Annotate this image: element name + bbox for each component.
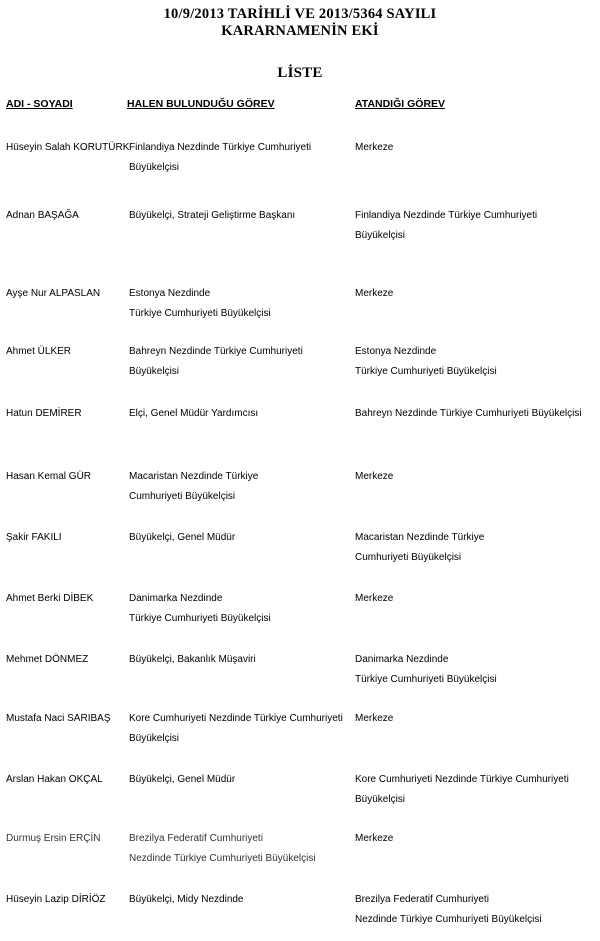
row-current-line: Danimarka Nezdinde: [129, 593, 223, 604]
row-assigned-post: [355, 467, 393, 487]
row-assigned-line: Danimarka Nezdinde: [355, 654, 449, 665]
row-assigned-post: [355, 589, 393, 609]
row-name: Arslan Hakan OKÇAL: [6, 774, 103, 785]
row-current-post: [129, 829, 316, 869]
row-assigned-line: Merkeze: [355, 142, 394, 153]
row-name: Hüseyin Salah KORUTÜRK: [6, 142, 130, 153]
row-assigned-line: Nezdinde Türkiye Cumhuriyeti Büyükelçisi: [355, 914, 542, 925]
row-assigned-post: [355, 890, 542, 930]
row-assigned-line: Estonya Nezdinde: [355, 346, 437, 357]
row-current-line: Brezilya Federatif Cumhuriyeti: [129, 833, 263, 844]
row-name: Ahmet ÜLKER: [6, 346, 72, 357]
row-current-post: [129, 650, 256, 670]
row-assigned-line: Merkeze: [355, 593, 394, 604]
row-assigned-post: [355, 404, 582, 424]
row-current-post: [129, 138, 311, 178]
row-assigned-line: Büyükelçisi: [355, 794, 406, 805]
row-assigned-post: [355, 342, 497, 382]
row-name: Adnan BAŞAĞA: [6, 210, 79, 221]
row-assigned-line: Büyükelçisi: [355, 230, 406, 241]
row-assigned-post: [355, 770, 569, 810]
row-current-line: Estonya Nezdinde: [129, 288, 211, 299]
row-current-line: Büyükelçisi: [129, 366, 180, 377]
row-name: Hatun DEMİRER: [6, 408, 82, 419]
decree-annex-line: KARARNAMENİN EKİ: [221, 23, 379, 39]
row-name: Hasan Kemal GÜR: [6, 471, 92, 482]
row-current-post: [129, 709, 343, 749]
row-assigned-line: Cumhuriyeti Büyükelçisi: [355, 552, 462, 563]
row-assigned-post: [355, 709, 393, 729]
row-current-line: Cumhuriyeti Büyükelçisi: [129, 491, 236, 502]
row-current-line: Elçi, Genel Müdür Yardımcısı: [129, 408, 259, 419]
row-assigned-post: [355, 138, 393, 158]
row-name: Şakir FAKILI: [6, 532, 62, 543]
row-current-post: [129, 284, 271, 324]
row-name: Ayşe Nur ALPASLAN: [6, 288, 101, 299]
row-assigned-post: [355, 206, 537, 246]
list-title: LİSTE: [277, 65, 323, 81]
row-name: Durmuş Ersin ERÇİN: [6, 833, 101, 844]
row-assigned-post: [355, 284, 393, 304]
row-current-line: Finlandiya Nezdinde Türkiye Cumhuriyeti: [129, 142, 312, 153]
row-current-line: Nezdinde Türkiye Cumhuriyeti Büyükelçisi: [129, 853, 316, 864]
row-assigned-post: [355, 650, 497, 690]
row-current-post: [129, 890, 244, 910]
row-current-line: Macaristan Nezdinde Türkiye: [129, 471, 259, 482]
row-current-line: Büyükelçisi: [129, 162, 180, 173]
row-current-post: [129, 467, 258, 507]
row-current-line: Büyükelçi, Midy Nezdinde: [129, 894, 244, 905]
row-current-post: [129, 342, 303, 382]
row-current-line: Büyükelçi, Genel Müdür: [129, 532, 236, 543]
row-name: Ahmet Berki DİBEK: [6, 593, 94, 604]
row-current-post: [129, 206, 295, 226]
row-current-line: Türkiye Cumhuriyeti Büyükelçisi: [129, 613, 271, 624]
row-assigned-line: Merkeze: [355, 288, 394, 299]
row-assigned-line: Merkeze: [355, 471, 394, 482]
column-header-name: ADI - SOYADI: [6, 98, 73, 110]
row-assigned-post: [355, 528, 484, 568]
decree-date-line: 10/9/2013 TARİHLİ VE 2013/5364 SAYILI: [163, 6, 437, 22]
column-header-current-post: HALEN BULUNDUĞU GÖREV: [127, 98, 275, 110]
row-current-post: [129, 528, 235, 548]
row-current-line: Büyükelçi, Bakanlık Müşaviri: [129, 654, 256, 665]
row-assigned-line: Merkeze: [355, 833, 394, 844]
row-current-line: Türkiye Cumhuriyeti Büyükelçisi: [129, 308, 271, 319]
row-name: Mustafa Naci SARIBAŞ: [6, 713, 111, 724]
row-assigned-line: Brezilya Federatif Cumhuriyeti: [355, 894, 489, 905]
row-name: Hüseyin Lazip DİRİÖZ: [6, 894, 106, 905]
row-current-post: [129, 589, 271, 629]
row-assigned-line: Türkiye Cumhuriyeti Büyükelçisi: [355, 366, 497, 377]
row-current-post: [129, 404, 258, 424]
row-assigned-line: Macaristan Nezdinde Türkiye: [355, 532, 485, 543]
row-assigned-line: Bahreyn Nezdinde Türkiye Cumhuriyeti Büyükelçisi: [355, 408, 582, 419]
row-current-line: Kore Cumhuriyeti Nezdinde Türkiye Cumhuriyeti: [129, 713, 343, 724]
column-header-assigned-post: ATANDIĞI GÖREV: [355, 98, 446, 110]
row-assigned-post: [355, 829, 393, 849]
row-current-line: Bahreyn Nezdinde Türkiye Cumhuriyeti: [129, 346, 303, 357]
row-current-line: Büyükelçi, Strateji Geliştirme Başkanı: [129, 210, 296, 221]
row-current-line: Büyükelçi, Genel Müdür: [129, 774, 236, 785]
row-current-post: [129, 770, 235, 790]
row-assigned-line: Kore Cumhuriyeti Nezdinde Türkiye Cumhuriyeti: [355, 774, 569, 785]
row-name: Mehmet DÖNMEZ: [6, 654, 89, 665]
row-current-line: Büyükelçisi: [129, 733, 180, 744]
row-assigned-line: Türkiye Cumhuriyeti Büyükelçisi: [355, 674, 497, 685]
row-assigned-line: Merkeze: [355, 713, 394, 724]
row-assigned-line: Finlandiya Nezdinde Türkiye Cumhuriyeti: [355, 210, 538, 221]
